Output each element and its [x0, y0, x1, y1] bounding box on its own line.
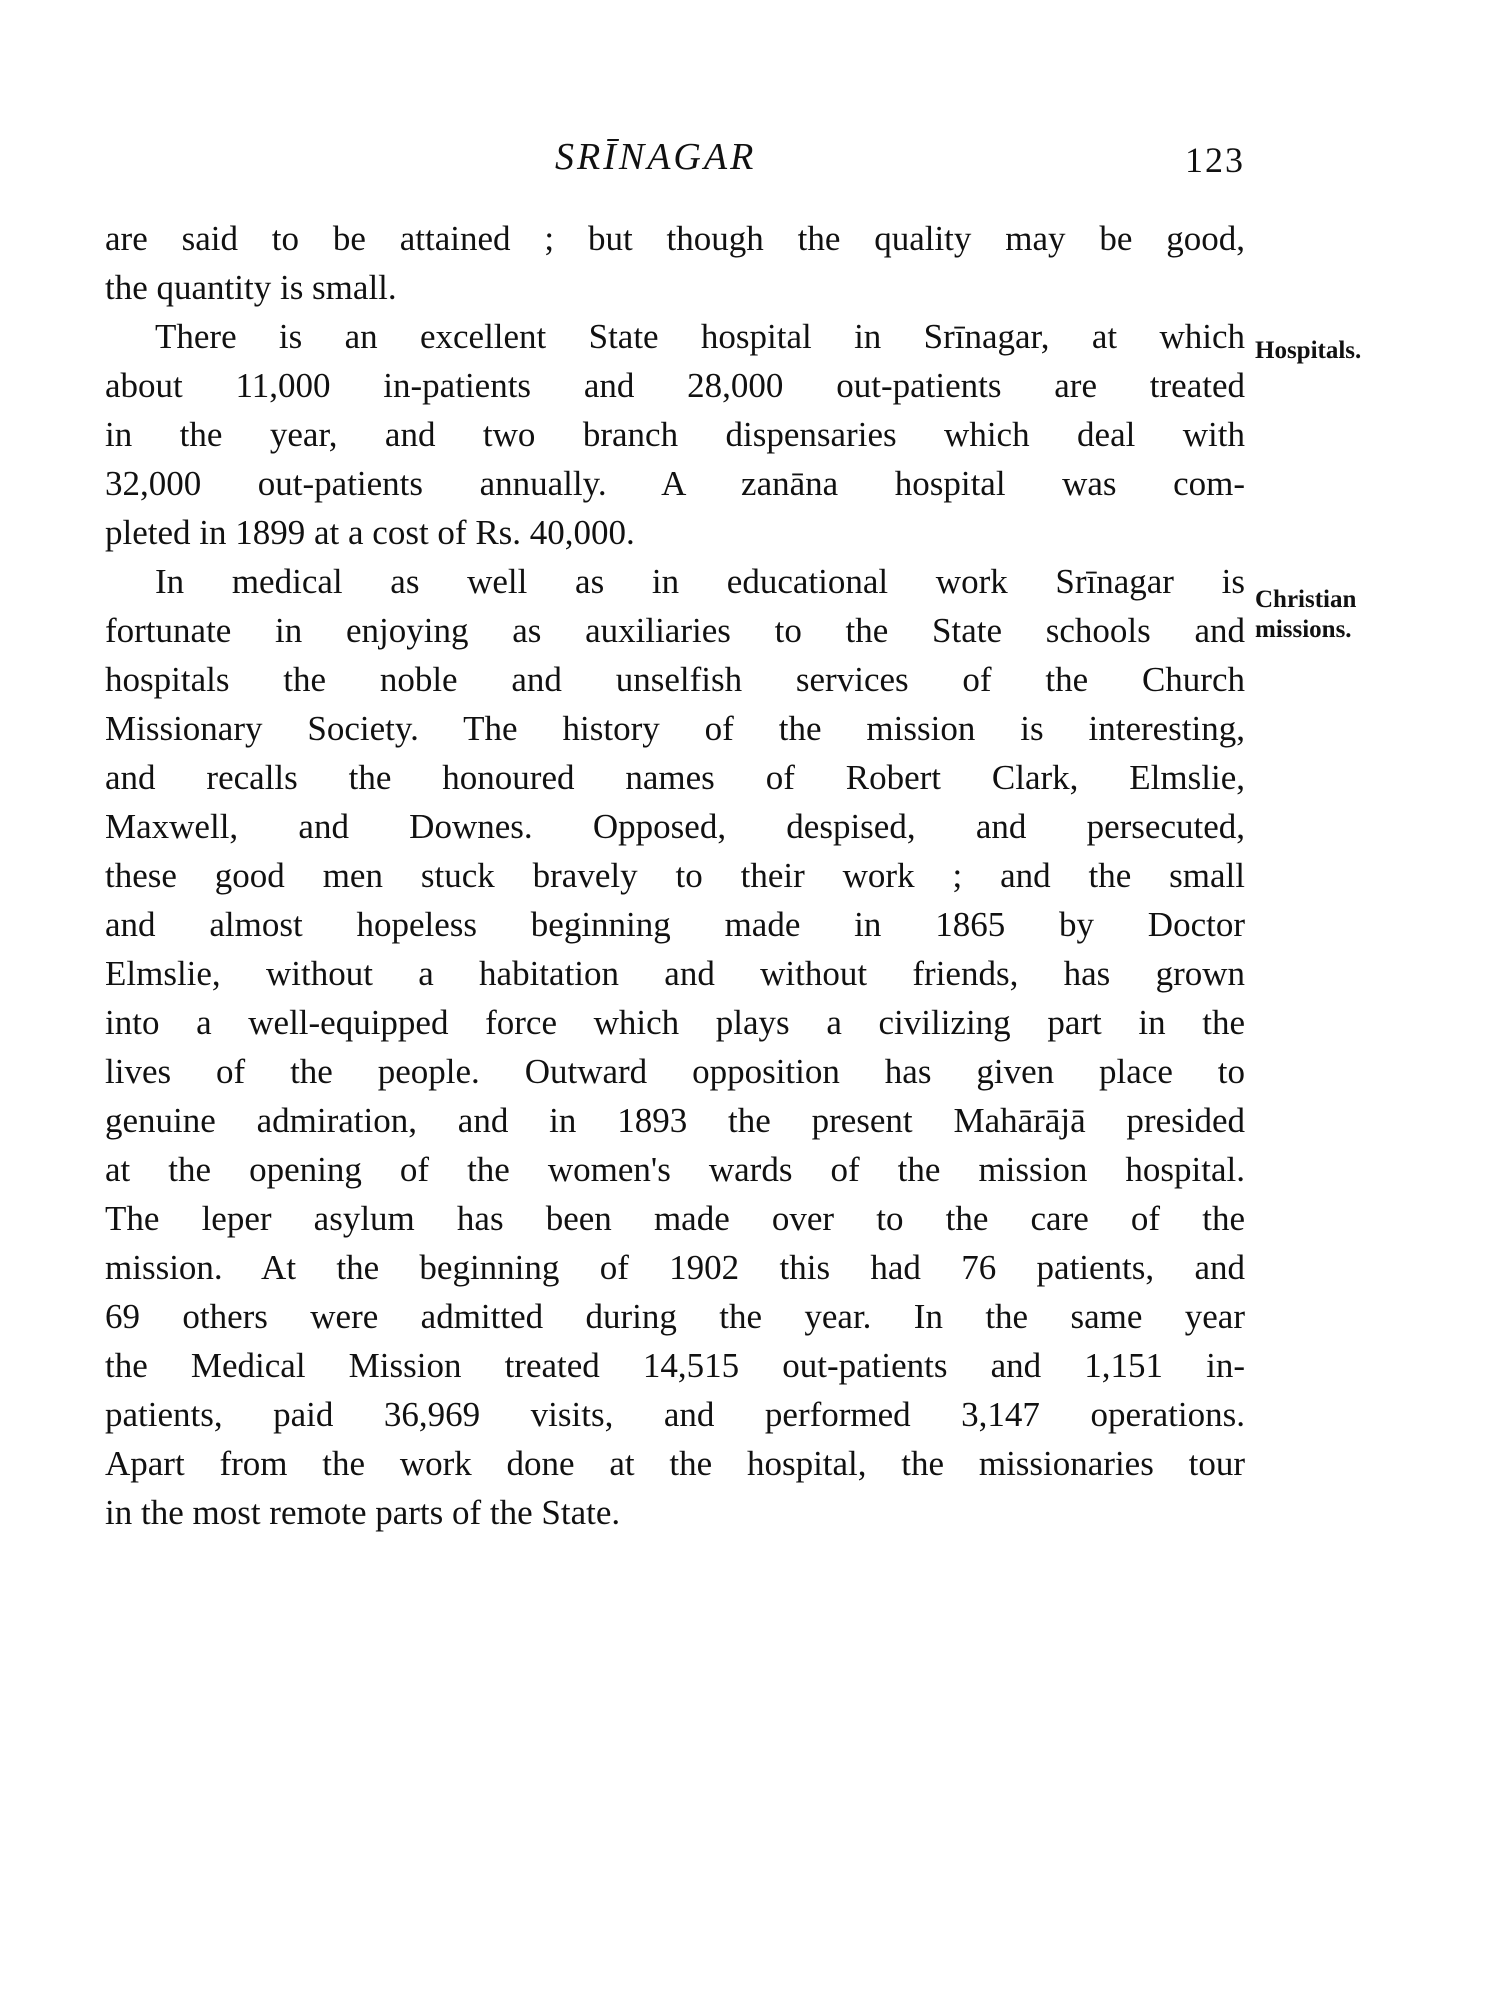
text-line: The leper asylum has been made over to the care of the: [105, 1199, 1245, 1238]
text-line: Elmslie, without a habitation and without friends, has grown: [105, 954, 1245, 993]
text-line: pleted in 1899 at a cost of Rs. 40,000.: [105, 513, 635, 552]
text-line: in the year, and two branch dispensaries which deal with: [105, 415, 1245, 454]
text-line: Missionary Society. The history of the mission is interesting,: [105, 709, 1245, 748]
margin-note-christian: Christian: [1255, 586, 1357, 613]
page-number: 123: [1185, 140, 1245, 180]
text-line: at the opening of the women's wards of the mission hospital.: [105, 1150, 1245, 1189]
text-line: There is an excellent State hospital in Srīnagar, at which: [155, 317, 1245, 356]
body-text: [105, 214, 1245, 1537]
margin-note-missions: missions.: [1255, 616, 1352, 643]
text-line: genuine admiration, and in 1893 the present Mahārājā presided: [105, 1101, 1245, 1140]
text-line: 69 others were admitted during the year. In the same year: [105, 1297, 1245, 1336]
text-line: patients, paid 36,969 visits, and performed 3,147 operations.: [105, 1395, 1245, 1434]
text-line: are said to be attained ; but though the quality may be good,: [105, 219, 1245, 258]
text-line: hospitals the noble and unselfish services of the Church: [105, 660, 1245, 699]
text-line: the quantity is small.: [105, 268, 397, 307]
running-title: SRĪNAGAR: [555, 136, 757, 178]
text-line: Apart from the work done at the hospital, the missionaries tour: [105, 1444, 1245, 1483]
text-line: into a well-equipped force which plays a civilizing part in the: [105, 1003, 1245, 1042]
text-line: in the most remote parts of the State.: [105, 1493, 621, 1532]
text-line: about 11,000 in-patients and 28,000 out-patients are treated: [105, 366, 1245, 405]
text-line: lives of the people. Outward opposition has given place to: [105, 1052, 1245, 1091]
text-line: fortunate in enjoying as auxiliaries to the State schools and: [105, 611, 1245, 650]
text-line: and recalls the honoured names of Robert Clark, Elmslie,: [105, 758, 1245, 797]
text-line: Maxwell, and Downes. Opposed, despised, and persecuted,: [105, 807, 1245, 846]
text-line: mission. At the beginning of 1902 this had 76 patients, and: [105, 1248, 1245, 1287]
running-head: [105, 135, 1245, 185]
text-line: and almost hopeless beginning made in 1865 by Doctor: [105, 905, 1245, 944]
text-line: these good men stuck bravely to their work ; and the small: [105, 856, 1245, 895]
text-line: 32,000 out-patients annually. A zanāna hospital was com-: [105, 464, 1245, 503]
text-line: In medical as well as in educational work Srīnagar is: [155, 562, 1245, 601]
margin-note-hospitals: Hospitals.: [1255, 337, 1362, 364]
text-line: the Medical Mission treated 14,515 out-patients and 1,151 in-: [105, 1346, 1245, 1385]
